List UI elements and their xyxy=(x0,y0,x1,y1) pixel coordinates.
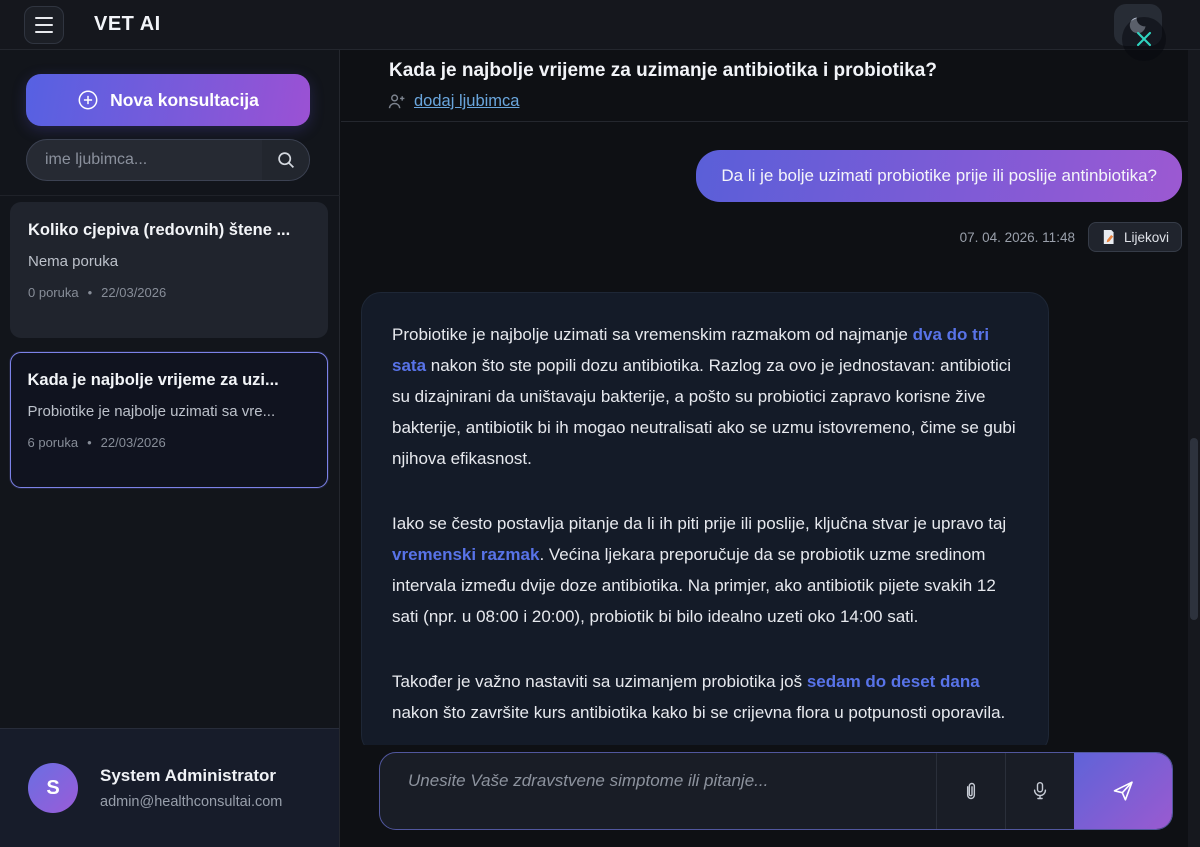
user-profile[interactable] xyxy=(0,728,339,847)
pet-search-input[interactable] xyxy=(27,140,262,180)
conversation-date: 22/03/2026 xyxy=(101,285,167,300)
add-pet-link[interactable]: dodaj ljubimca xyxy=(414,92,520,110)
attach-button[interactable] xyxy=(937,753,1005,829)
conversation-title: Koliko cjepiva (redovnih) štene ... xyxy=(28,221,291,239)
meta-separator: • xyxy=(87,434,92,450)
user-message-bubble: Da li je bolje uzimati probiotike prije ili poslije antinbiotika? xyxy=(696,150,1182,202)
send-icon xyxy=(1111,779,1135,803)
send-button[interactable] xyxy=(1074,753,1172,829)
conversation-date: 22/03/2026 xyxy=(100,434,166,450)
highlight-text: sedam do deset dana xyxy=(806,672,980,691)
user-email: admin@healthconsultai.com xyxy=(100,794,283,810)
message-count: 0 poruka xyxy=(28,285,79,300)
composer xyxy=(379,752,1173,830)
app-title: VET AI xyxy=(94,13,161,35)
ai-paragraph-3: Također je važno nastaviti sa uzimanjem probiotika još sedam do deset dana nakon što završite kurs antibiotika kako bi se crijevna flora u potpunosti oporavila. xyxy=(392,672,1006,722)
message-meta-row xyxy=(960,222,1182,252)
new-consultation-button[interactable] xyxy=(26,74,310,126)
add-pet-row xyxy=(387,92,519,111)
message-input[interactable] xyxy=(380,753,936,829)
conversation-item-1[interactable] xyxy=(10,202,328,338)
user-name: System Administrator xyxy=(100,766,277,785)
message-timestamp: 07. 04. 2026. 11:48 xyxy=(959,229,1075,245)
chat-panel xyxy=(341,50,1200,847)
person-plus-icon xyxy=(387,92,406,111)
message-list xyxy=(341,122,1200,847)
microphone-icon xyxy=(1030,780,1050,802)
paperclip-icon xyxy=(961,780,981,802)
composer-zone xyxy=(341,745,1200,847)
chat-header xyxy=(341,50,1200,122)
new-consultation-label: Nova konsultacija xyxy=(110,89,259,110)
sidebar xyxy=(0,50,340,847)
search-button[interactable] xyxy=(262,140,309,180)
ai-message-bubble xyxy=(361,292,1049,755)
category-badge-label: Lijekovi xyxy=(1123,229,1169,245)
conversation-meta xyxy=(28,435,311,450)
hamburger-menu-button[interactable] xyxy=(24,6,64,44)
category-badge[interactable] xyxy=(1088,222,1182,252)
search-icon xyxy=(276,150,296,170)
theme-toggle-button[interactable] xyxy=(1114,4,1162,46)
sidebar-divider xyxy=(0,195,340,196)
chat-title: Kada je najbolje vrijeme za uzimanje antibiotika i probiotika? xyxy=(389,60,937,81)
conversation-preview: Nema poruka xyxy=(28,253,119,270)
ai-paragraph-1: Probiotike je najbolje uzimati sa vremenskim razmakom od najmanje dva do tri sata nakon što ste popili dozu antibiotika. Razlog za ovo je jednostavan: antibiotici su dizajnirani da uništavaju bakterije, a pošto su probiotici zapravo korisne žive bakterije, antibiotik bi ih mogao neutralisati ako se uzmu istovremeno, čime se gubi njihova efikasnost. xyxy=(392,325,1016,468)
conversation-preview: Probiotike je najbolje uzimati sa vre... xyxy=(27,402,276,420)
highlight-text: dva do tri sata xyxy=(392,325,990,375)
hamburger-icon xyxy=(35,17,53,19)
message-count: 6 poruka xyxy=(27,434,79,450)
pet-search xyxy=(26,139,310,181)
meta-separator: • xyxy=(87,285,93,300)
scrollbar-track[interactable] xyxy=(1188,50,1200,847)
ai-paragraph-2: Iako se često postavlja pitanje da li ih piti prije ili poslije, ključna stvar je upravo taj vremenski razmak. Većina ljekara preporučuje da se probiotik uzme sredinom intervala između dvije doze antibiotika. Na primjer, ako antibiotik pijete svakih 12 sati (npr. u 08:00 i 20:00), probiotik bi bilo idealno uzeti oko 14:00 sati. xyxy=(392,514,1007,626)
avatar: S xyxy=(28,763,78,813)
conversation-meta xyxy=(28,285,310,300)
close-icon[interactable] xyxy=(1122,17,1166,61)
plus-circle-icon xyxy=(77,89,99,111)
conversation-title: Kada je najbolje vrijeme za uzi... xyxy=(27,370,279,389)
highlight-text: vremenski razmak xyxy=(392,545,540,564)
scrollbar-thumb[interactable] xyxy=(1190,438,1198,620)
document-pencil-icon xyxy=(1101,229,1116,245)
microphone-button[interactable] xyxy=(1006,753,1074,829)
top-bar xyxy=(0,0,1200,50)
conversation-item-2-active[interactable] xyxy=(10,352,328,488)
